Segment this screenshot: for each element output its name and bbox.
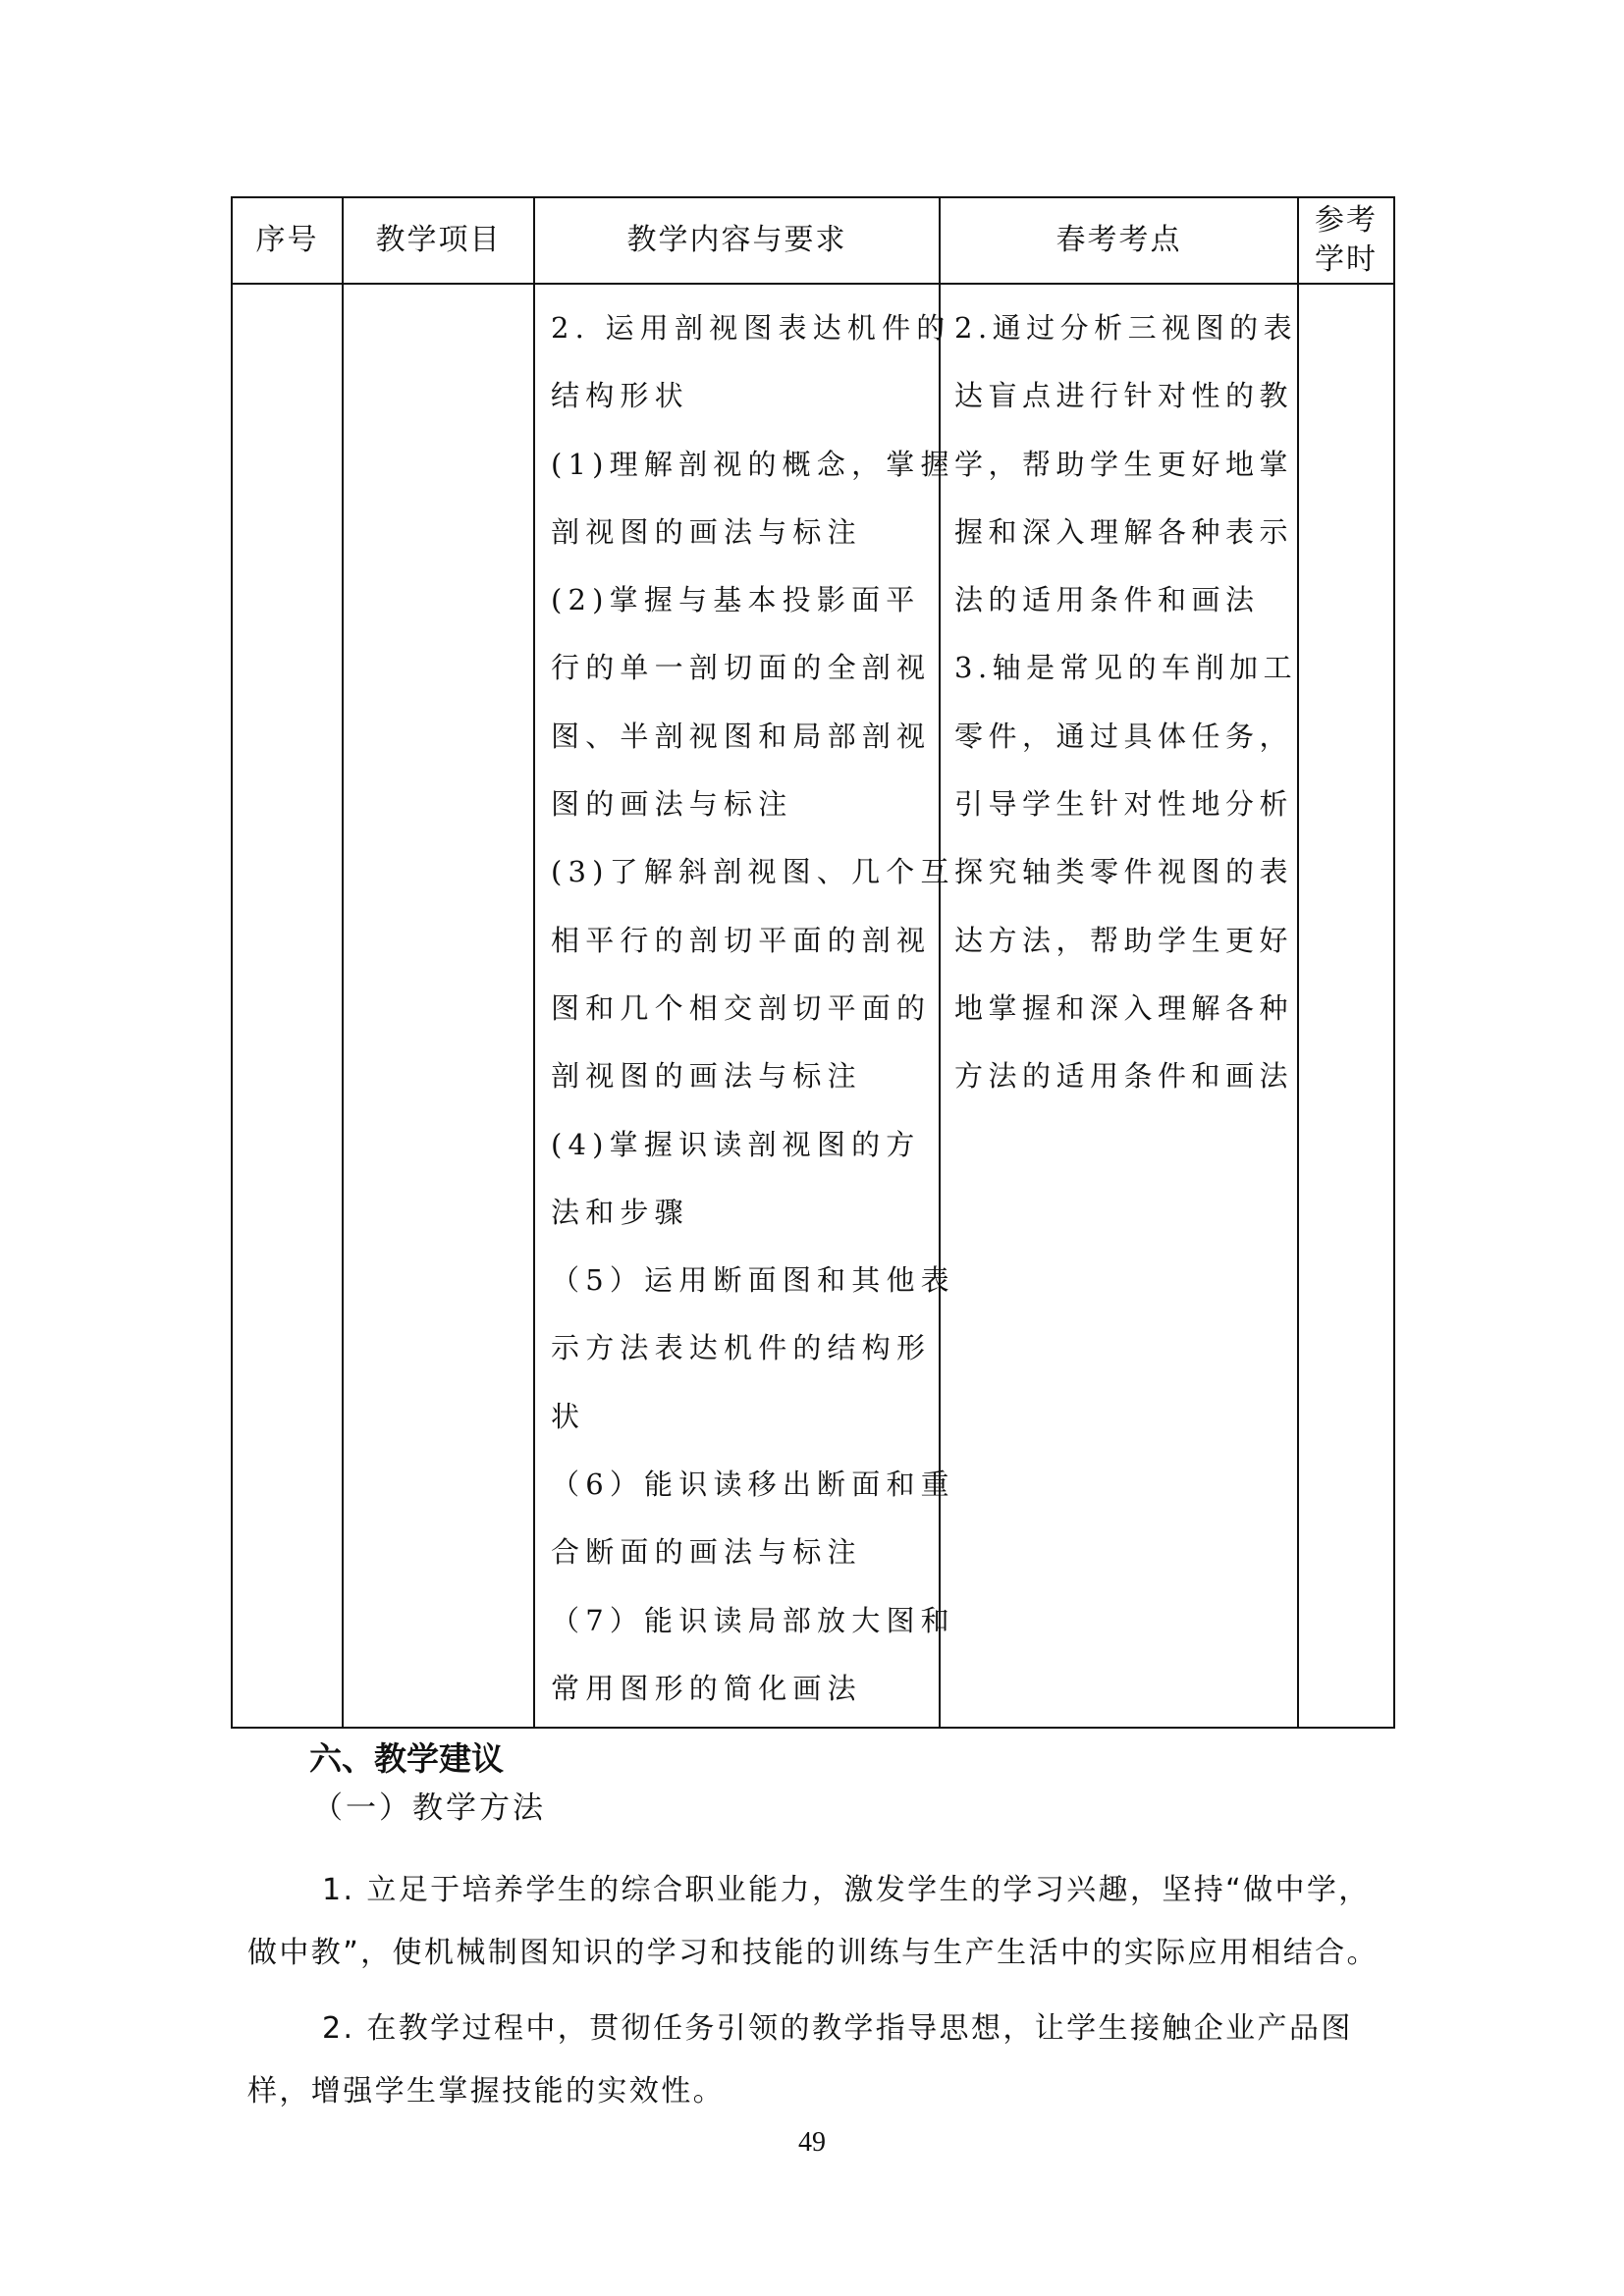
content-line: 常用图形的简化画法 [551,1671,862,1705]
table-header-row [232,197,1394,284]
content-line: (3)了解斜剖视图、几个互 [551,855,955,889]
content-line: 行的单一剖切面的全剖视 [551,651,932,685]
paragraph-line: 1. 立足于培养学生的综合职业能力，激发学生的学习兴趣，坚持“做中学， [322,1873,1371,1907]
content-line: 相平行的剖切平面的剖视 [551,923,932,957]
exam-line: 引导学生针对性地分析 [954,787,1294,822]
exam-line: 零件，通过具体任务， [954,719,1294,753]
section-heading: 六、教学建议 [309,1739,504,1778]
content-line: (4)掌握识读剖视图的方 [551,1127,921,1161]
cell-exam-points [940,284,1298,1728]
curriculum-table [231,196,1395,1729]
exam-line: 法的适用条件和画法 [954,583,1260,617]
content-line: 结构形状 [551,379,689,413]
table-row [232,284,1394,1728]
content-line: 图的画法与标注 [551,787,793,822]
header-seq: 序号 [232,197,343,284]
exam-line: 3.轴是常见的车削加工 [954,651,1298,685]
header-content-requirements: 教学内容与要求 [534,197,940,284]
content-line: 2. 运用剖视图表达机件的 [551,311,951,345]
content-line: 合断面的画法与标注 [551,1535,862,1570]
paragraph-line: 2. 在教学过程中，贯彻任务引领的教学指导思想，让学生接触企业产品图 [322,2011,1353,2046]
header-hours-line2: 学时 [1315,242,1378,277]
content-line: 状 [551,1399,586,1433]
content-line: 法和步骤 [551,1195,689,1229]
content-line: （7）能识读局部放大图和 [551,1603,955,1637]
cell-teaching-item [343,284,534,1728]
header-teaching-item: 教学项目 [343,197,534,284]
exam-line: 学，帮助学生更好地掌 [954,447,1294,481]
content-line: 图、半剖视图和局部剖视 [551,719,932,753]
content-line: （6）能识读移出断面和重 [551,1468,955,1502]
content-line: 图和几个相交剖切平面的 [551,990,932,1025]
exam-lines [941,285,1297,1115]
header-reference-hours [1298,197,1394,284]
header-exam-points: 春考考点 [940,197,1298,284]
paragraph-line: 样，增强学生掌握技能的实效性。 [247,2074,725,2109]
content-line: (2)掌握与基本投影面平 [551,583,921,617]
content-line: 剖视图的画法与标注 [551,514,862,549]
content-line: 示方法表达机件的结构形 [551,1331,932,1365]
paragraph-1 [247,1859,1396,1985]
cell-seq [232,284,343,1728]
exam-line: 达方法，帮助学生更好 [954,923,1294,957]
subsection-heading: （一）教学方法 [312,1790,546,1826]
exam-line: 握和深入理解各种表示 [954,514,1294,549]
exam-line: 2.通过分析三视图的表 [954,311,1298,345]
content-line: (1)理解剖视的概念，掌握 [551,447,955,481]
paragraph-2 [247,1998,1396,2123]
header-hours-line1: 参考 [1315,203,1378,238]
content-line: 剖视图的画法与标注 [551,1059,862,1094]
paragraph-line: 做中教”，使机械制图知识的学习和技能的训练与生产生活中的实际应用相结合。 [247,1936,1379,1970]
content-line: （5）运用断面图和其他表 [551,1263,955,1298]
cell-content-requirements [534,284,955,1728]
exam-line: 达盲点进行针对性的教 [954,379,1294,413]
exam-line: 地掌握和深入理解各种 [954,990,1294,1025]
content-lines [535,285,955,1727]
exam-line: 方法的适用条件和画法 [954,1059,1294,1094]
cell-reference-hours [1298,284,1394,1728]
exam-line: 探究轴类零件视图的表 [954,855,1294,889]
page-number: 49 [798,2127,826,2158]
